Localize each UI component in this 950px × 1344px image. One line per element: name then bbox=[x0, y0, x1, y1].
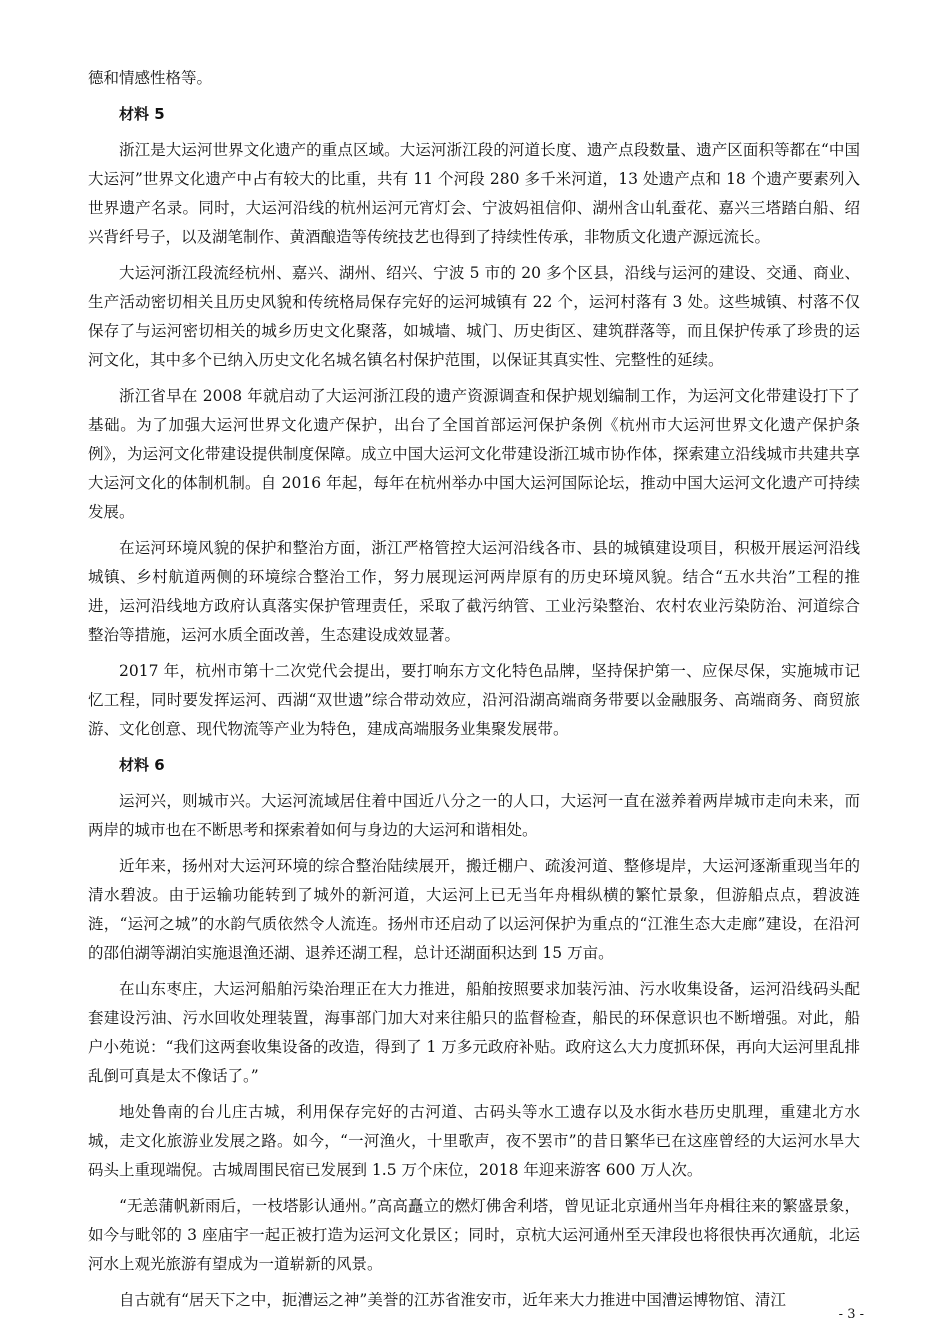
paragraph: 运河兴，则城市兴。大运河流域居住着中国近八分之一的人口，大运河一直在滋养着两岸城市走向未来，而两岸的城市也在不断思考和探索着如何与身边的大运河和谐相处。 bbox=[88, 792, 860, 839]
section-heading: 材料 5 bbox=[119, 105, 165, 123]
paragraph: 在山东枣庄，大运河船舶污染治理正在大力推进，船舶按照要求加装污油、污水收集设备，运河沿线码头配套建设污油、污水回收处理装置，海事部门加大对来往船只的监督检查，船民的环保意识也不断增强。对此，船户小苑说：“我们这两套收集设备的改造，得到了 1 万多元政府补贴。政府这么大力度抓环保，再向大运河里乱排乱倒可真是太不像话了。” bbox=[88, 980, 860, 1085]
paragraph: 近年来，扬州对大运河环境的综合整治陆续展开，搬迁棚户、疏浚河道、整修堤岸，大运河逐渐重现当年的清水碧波。由于运输功能转到了城外的新河道，大运河上已无当年舟楫纵横的繁忙景象，但游船点点，碧波涟涟，“运河之城”的水韵气质依然令人流连。扬州市还启动了以运河保护为重点的“江淮生态大走廊”建设，在沿河的邵伯湖等湖泊实施退渔还湖、退养还湖工程，总计还湖面积达到 15 万亩。 bbox=[88, 857, 860, 962]
section-heading: 材料 6 bbox=[119, 756, 165, 774]
paragraph: 自古就有“居天下之中，扼漕运之神”美誉的江苏省淮安市，近年来大力推进中国漕运博物馆、清江 bbox=[119, 1291, 786, 1309]
paragraph: 大运河浙江段流经杭州、嘉兴、湖州、绍兴、宁波 5 市的 20 多个区县，沿线与运河的建设、交通、商业、生产活动密切相关且历史风貌和传统格局保存完好的运河城镇有 22 个，运河村落有 3 处。这些城镇、村落不仅保存了与运河密切相关的城乡历史文化聚落，如城墙、城门、历史街区、建筑群落等，而且保护传承了珍贵的运河文化，其中多个已纳入历史文化名城名镇名村保护范围，以保证其真实性、完整性的延续。 bbox=[88, 264, 860, 369]
page-number: - 3 - bbox=[838, 1307, 864, 1322]
paragraph: “无恙蒲帆新雨后，一枝塔影认通州。”高高矗立的燃灯佛舍利塔，曾见证北京通州当年舟楫往来的繁盛景象，如今与毗邻的 3 座庙宇一起正被打造为运河文化景区；同时，京杭大运河通州至天津段也将很快再次通航，北运河水上观光旅游有望成为一道崭新的风景。 bbox=[88, 1197, 860, 1273]
paragraph: 浙江是大运河世界文化遗产的重点区域。大运河浙江段的河道长度、遗产点段数量、遗产区面积等都在“中国大运河”世界文化遗产中占有较大的比重，共有 11 个河段 280 多千米河道，13 处遗产点和 18 个遗产要素列入世界遗产名录。同时，大运河沿线的杭州运河元宵灯会、宁波妈祖信仰、湖州含山轧蚕花、嘉兴三塔踏白船、绍兴背纤号子，以及湖笔制作、黄酒酿造等传统技艺也得到了持续性传承，非物质文化遗产源远流长。 bbox=[88, 141, 860, 246]
paragraph: 2017 年，杭州市第十二次党代会提出，要打响东方文化特色品牌，坚持保护第一、应保尽保，实施城市记忆工程，同时要发挥运河、西湖“双世遗”综合带动效应，沿河沿湖高端商务带要以金融服务、高端商务、商贸旅游、文化创意、现代物流等产业为特色，建成高端服务业集聚发展带。 bbox=[88, 662, 860, 738]
paragraph: 浙江省早在 2008 年就启动了大运河浙江段的遗产资源调查和保护规划编制工作，为运河文化带建设打下了基础。为了加强大运河世界文化遗产保护，出台了全国首部运河保护条例《杭州市大运河世界文化遗产保护条例》，为运河文化带建设提供制度保障。成立中国大运河文化带建设浙江城市协作体，探索建立沿线城市共建共享大运河文化的体制机制。自 2016 年起，每年在杭州举办中国大运河国际论坛，推动中国大运河文化遗产可持续发展。 bbox=[88, 387, 860, 521]
paragraph: 在运河环境风貌的保护和整治方面，浙江严格管控大运河沿线各市、县的城镇建设项目，积极开展运河沿线城镇、乡村航道两侧的环境综合整治工作，努力展现运河两岸原有的历史环境风貌。结合“五水共治”工程的推进，运河沿线地方政府认真落实保护管理责任，采取了截污纳管、工业污染整治、农村农业污染防治、河道综合整治等措施，运河水质全面改善，生态建设成效显著。 bbox=[88, 539, 860, 644]
paragraph: 德和情感性格等。 bbox=[88, 69, 213, 87]
paragraph: 地处鲁南的台儿庄古城，利用保存完好的古河道、古码头等水工遗存以及水街水巷历史肌理，重建北方水城，走文化旅游业发展之路。如今，“一河渔火，十里歌声，夜不罢市”的昔日繁华已在这座曾经的大运河水旱大码头上重现端倪。古城周围民宿已发展到 1.5 万个床位，2018 年迎来游客 600 万人次。 bbox=[88, 1103, 860, 1179]
document-body bbox=[88, 64, 860, 1322]
